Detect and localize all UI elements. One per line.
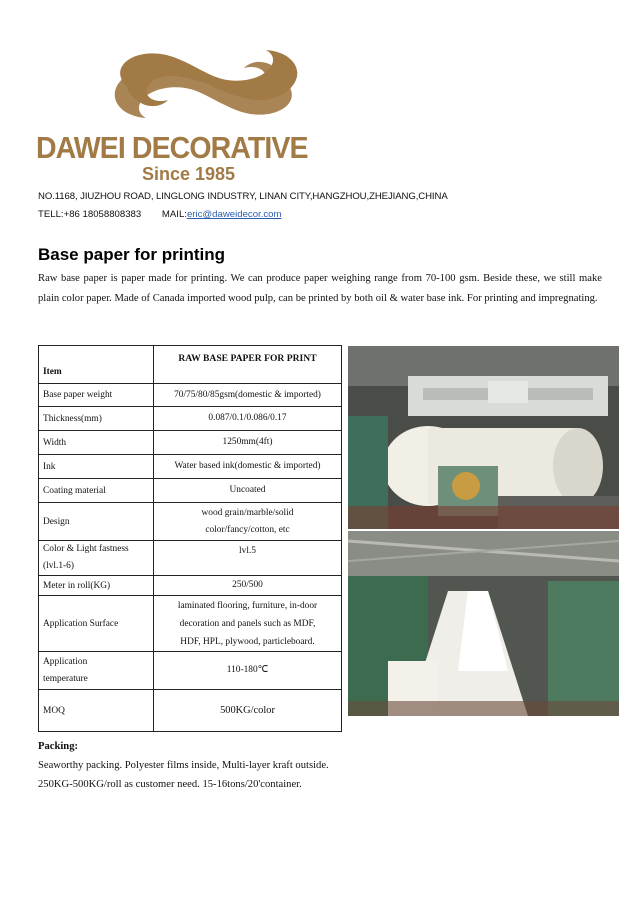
value-line: color/fancy/cotton, etc	[205, 524, 290, 535]
packing-line: Seaworthy packing. Polyester films inside, Multi-layer kraft outside.	[38, 760, 329, 771]
mail-label: MAIL:	[161, 209, 187, 220]
label-line: temperature	[43, 673, 88, 684]
row-value	[154, 596, 342, 652]
row-value: 1250mm(4ft)	[154, 431, 342, 455]
row-value: 0.087/0.1/0.086/0.17	[154, 407, 342, 431]
value-line: decoration and panels such as MDF,	[179, 618, 316, 629]
spec-table	[38, 345, 342, 732]
row-value: Water based ink(domestic & imported)	[154, 455, 342, 479]
label-line: (lvl.1-6)	[43, 561, 74, 571]
row-label: Meter in roll(KG)	[39, 576, 154, 596]
table-row	[39, 690, 342, 732]
row-value: Uncoated	[154, 479, 342, 503]
table-row	[39, 455, 342, 479]
email-link[interactable]: eric@daweidecor.com	[186, 209, 282, 220]
value-line: HDF, HPL, plywood, particleboard.	[180, 636, 315, 647]
table-row	[39, 652, 342, 690]
factory-floor-photo-icon	[348, 531, 619, 716]
table-row	[39, 541, 342, 576]
header-item: Item	[39, 346, 154, 384]
table-row	[39, 596, 342, 652]
row-value: 70/75/80/85gsm(domestic & imported)	[154, 384, 342, 407]
row-label: Thickness(mm)	[39, 407, 154, 431]
telephone: TELL:+86 18058808383	[38, 209, 142, 220]
table-row	[39, 503, 342, 541]
row-value	[154, 503, 342, 541]
header-title: RAW BASE PAPER FOR PRINT	[154, 346, 342, 384]
row-value: 500KG/color	[154, 690, 342, 732]
row-label	[39, 652, 154, 690]
company-address: NO.1168, JIUZHOU ROAD, LINGLONG INDUSTRY, LINAN CITY,HANGZHOU,ZHEJIANG,CHINA	[38, 191, 448, 202]
row-value: 250/500	[154, 576, 342, 596]
table-row	[39, 576, 342, 596]
table-header-row	[39, 346, 342, 384]
table-row	[39, 479, 342, 503]
wave-ribbon-logo-icon	[96, 36, 316, 132]
page-title: Base paper for printing	[38, 245, 226, 264]
value-line: laminated flooring, furniture, in-door	[177, 600, 318, 611]
label-line: Application	[43, 656, 88, 667]
row-value: lvl.5	[154, 541, 342, 576]
table-row	[39, 407, 342, 431]
paper-machine-photo-icon	[348, 346, 619, 529]
row-value: 110-180℃	[154, 652, 342, 690]
contact-line	[38, 209, 282, 220]
table-row	[39, 384, 342, 407]
row-label: Base paper weight	[39, 384, 154, 407]
row-label: Ink	[39, 455, 154, 479]
row-label: Design	[39, 503, 154, 541]
row-label: Coating material	[39, 479, 154, 503]
brand-name: DAWEI DECORATIVE	[36, 130, 308, 165]
value-line: wood grain/marble/solid	[201, 507, 294, 518]
label-line: Color & Light fastness	[43, 544, 129, 554]
table-row	[39, 431, 342, 455]
row-label: Application Surface	[39, 596, 154, 652]
photo-panel	[348, 346, 619, 716]
packing-title: Packing:	[38, 741, 79, 752]
since-label: Since 1985	[142, 164, 236, 184]
row-label	[39, 541, 154, 576]
row-label: Width	[39, 431, 154, 455]
packing-line: 250KG-500KG/roll as customer need. 15-16tons/20'container.	[38, 779, 302, 790]
row-label: MOQ	[39, 690, 154, 732]
product-description: Raw base paper is paper made for printing. We can produce paper weighing range from 70-100 gsm. Beside these, we still make plain color paper. Made of Canada imported wood pulp, can be printed by both oil & water base ink. For printing and impregnating.	[38, 273, 602, 304]
